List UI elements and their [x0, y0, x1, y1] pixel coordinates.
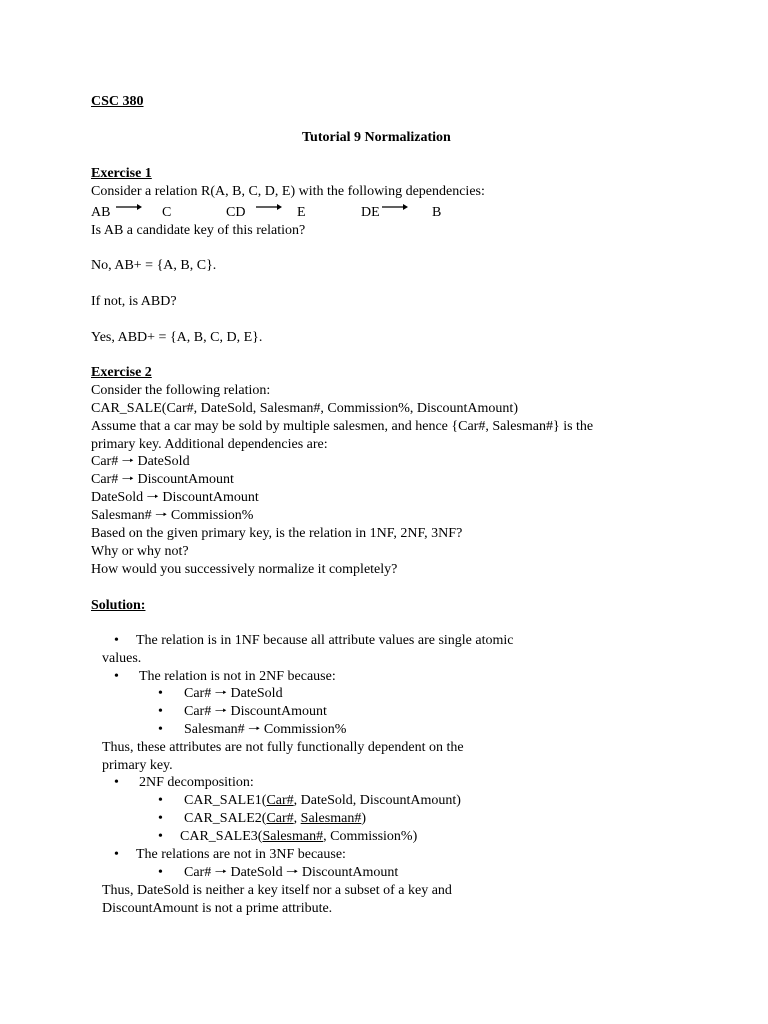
decomposition-car-sale-2: CAR_SALE2(Car#, Salesman#) — [184, 811, 366, 826]
solution-point-3: 2NF decomposition: — [139, 775, 254, 790]
exercise-2-question-3: How would you successively normalize it completely? — [91, 562, 398, 577]
exercise-1-question-1: Is AB a candidate key of this relation? — [91, 223, 306, 238]
primary-key: Salesman# — [300, 811, 362, 826]
arrow-right-icon: 🠒 — [121, 454, 134, 469]
page-title: Tutorial 9 Normalization — [302, 130, 451, 145]
bullet-icon: • — [158, 829, 163, 844]
exercise-1-intro: Consider a relation R(A, B, C, D, E) with the following dependencies: — [91, 184, 485, 199]
bullet-icon: • — [158, 865, 163, 880]
solution-point-2-item-1: Car# 🠒 DateSold — [184, 686, 283, 701]
bullet-icon: • — [158, 793, 163, 808]
dependency-1-rhs: C — [162, 205, 172, 220]
exercise-2-dependency-1: Car# 🠒 DateSold — [91, 454, 190, 469]
exercise-2-dependency-3: DateSold 🠒 DiscountAmount — [91, 490, 259, 505]
solution-point-4-thus-line-2: DiscountAmount is not a prime attribute. — [102, 901, 333, 916]
dependency-2-rhs: E — [297, 205, 306, 220]
exercise-1-answer-2: Yes, ABD+ = {A, B, C, D, E}. — [91, 330, 263, 345]
arrow-right-icon — [382, 200, 408, 218]
bullet-icon: • — [114, 847, 119, 862]
solution-point-2-thus-line-2: primary key. — [102, 758, 173, 773]
decomposition-car-sale-1: CAR_SALE1(Car#, DateSold, DiscountAmount) — [184, 793, 461, 808]
course-code: CSC 380 — [91, 94, 144, 109]
solution-point-4: The relations are not in 3NF because: — [136, 847, 346, 862]
bullet-icon: • — [158, 686, 163, 701]
exercise-2-assumption-line-1: Assume that a car may be sold by multiple salesmen, and hence {Car#, Salesman#} is the — [91, 419, 594, 434]
exercise-1-heading: Exercise 1 — [91, 166, 152, 181]
arrow-right-icon: 🠒 — [214, 704, 227, 719]
arrow-right-icon: 🠒 — [155, 508, 168, 523]
exercise-1-answer-1: No, AB+ = {A, B, C}. — [91, 258, 217, 273]
dependency-3-lhs: DE — [361, 205, 380, 220]
dependency-2-lhs: CD — [226, 205, 246, 220]
arrow-right-icon: 🠒 — [121, 472, 134, 487]
solution-point-2-thus-line-1: Thus, these attributes are not fully functionally dependent on the — [102, 740, 464, 755]
exercise-2-dependency-2: Car# 🠒 DiscountAmount — [91, 472, 234, 487]
solution-point-2-item-2: Car# 🠒 DiscountAmount — [184, 704, 327, 719]
exercise-2-assumption-line-2: primary key. Additional dependencies are: — [91, 437, 328, 452]
dependency-1-lhs: AB — [91, 205, 111, 220]
bullet-icon: • — [158, 811, 163, 826]
exercise-2-relation: CAR_SALE(Car#, DateSold, Salesman#, Commission%, DiscountAmount) — [91, 401, 518, 416]
solution-point-2: The relation is not in 2NF because: — [139, 669, 336, 684]
solution-point-4-thus-line-1: Thus, DateSold is neither a key itself nor a subset of a key and — [102, 883, 452, 898]
solution-point-4-item: Car# 🠒 DateSold 🠒 DiscountAmount — [184, 865, 399, 880]
bullet-icon: • — [114, 775, 119, 790]
arrow-right-icon: 🠒 — [248, 722, 261, 737]
bullet-icon: • — [114, 633, 119, 648]
arrow-right-icon: 🠒 — [286, 865, 299, 880]
bullet-icon: • — [158, 704, 163, 719]
solution-heading: Solution: — [91, 598, 146, 613]
exercise-2-question-2: Why or why not? — [91, 544, 189, 559]
dependency-3-rhs: B — [432, 205, 442, 220]
bullet-icon: • — [114, 669, 119, 684]
primary-key: Salesman# — [262, 829, 324, 844]
arrow-right-icon: 🠒 — [146, 490, 159, 505]
solution-point-1-line-2: values. — [102, 651, 142, 666]
exercise-1-question-2: If not, is ABD? — [91, 294, 177, 309]
exercise-2-heading: Exercise 2 — [91, 365, 152, 380]
exercise-2-intro: Consider the following relation: — [91, 383, 271, 398]
solution-point-2-item-3: Salesman# 🠒 Commission% — [184, 722, 347, 737]
arrow-right-icon — [256, 200, 282, 218]
bullet-icon: • — [158, 722, 163, 737]
primary-key: Car# — [266, 793, 294, 808]
arrow-right-icon — [116, 200, 142, 218]
decomposition-car-sale-3: CAR_SALE3(Salesman#, Commission%) — [180, 829, 418, 844]
exercise-2-question-1: Based on the given primary key, is the relation in 1NF, 2NF, 3NF? — [91, 526, 463, 541]
arrow-right-icon: 🠒 — [214, 686, 227, 701]
primary-key: Car# — [266, 811, 294, 826]
exercise-2-dependency-4: Salesman# 🠒 Commission% — [91, 508, 254, 523]
solution-point-1-line-1: The relation is in 1NF because all attribute values are single atomic — [136, 633, 514, 648]
arrow-right-icon: 🠒 — [214, 865, 227, 880]
